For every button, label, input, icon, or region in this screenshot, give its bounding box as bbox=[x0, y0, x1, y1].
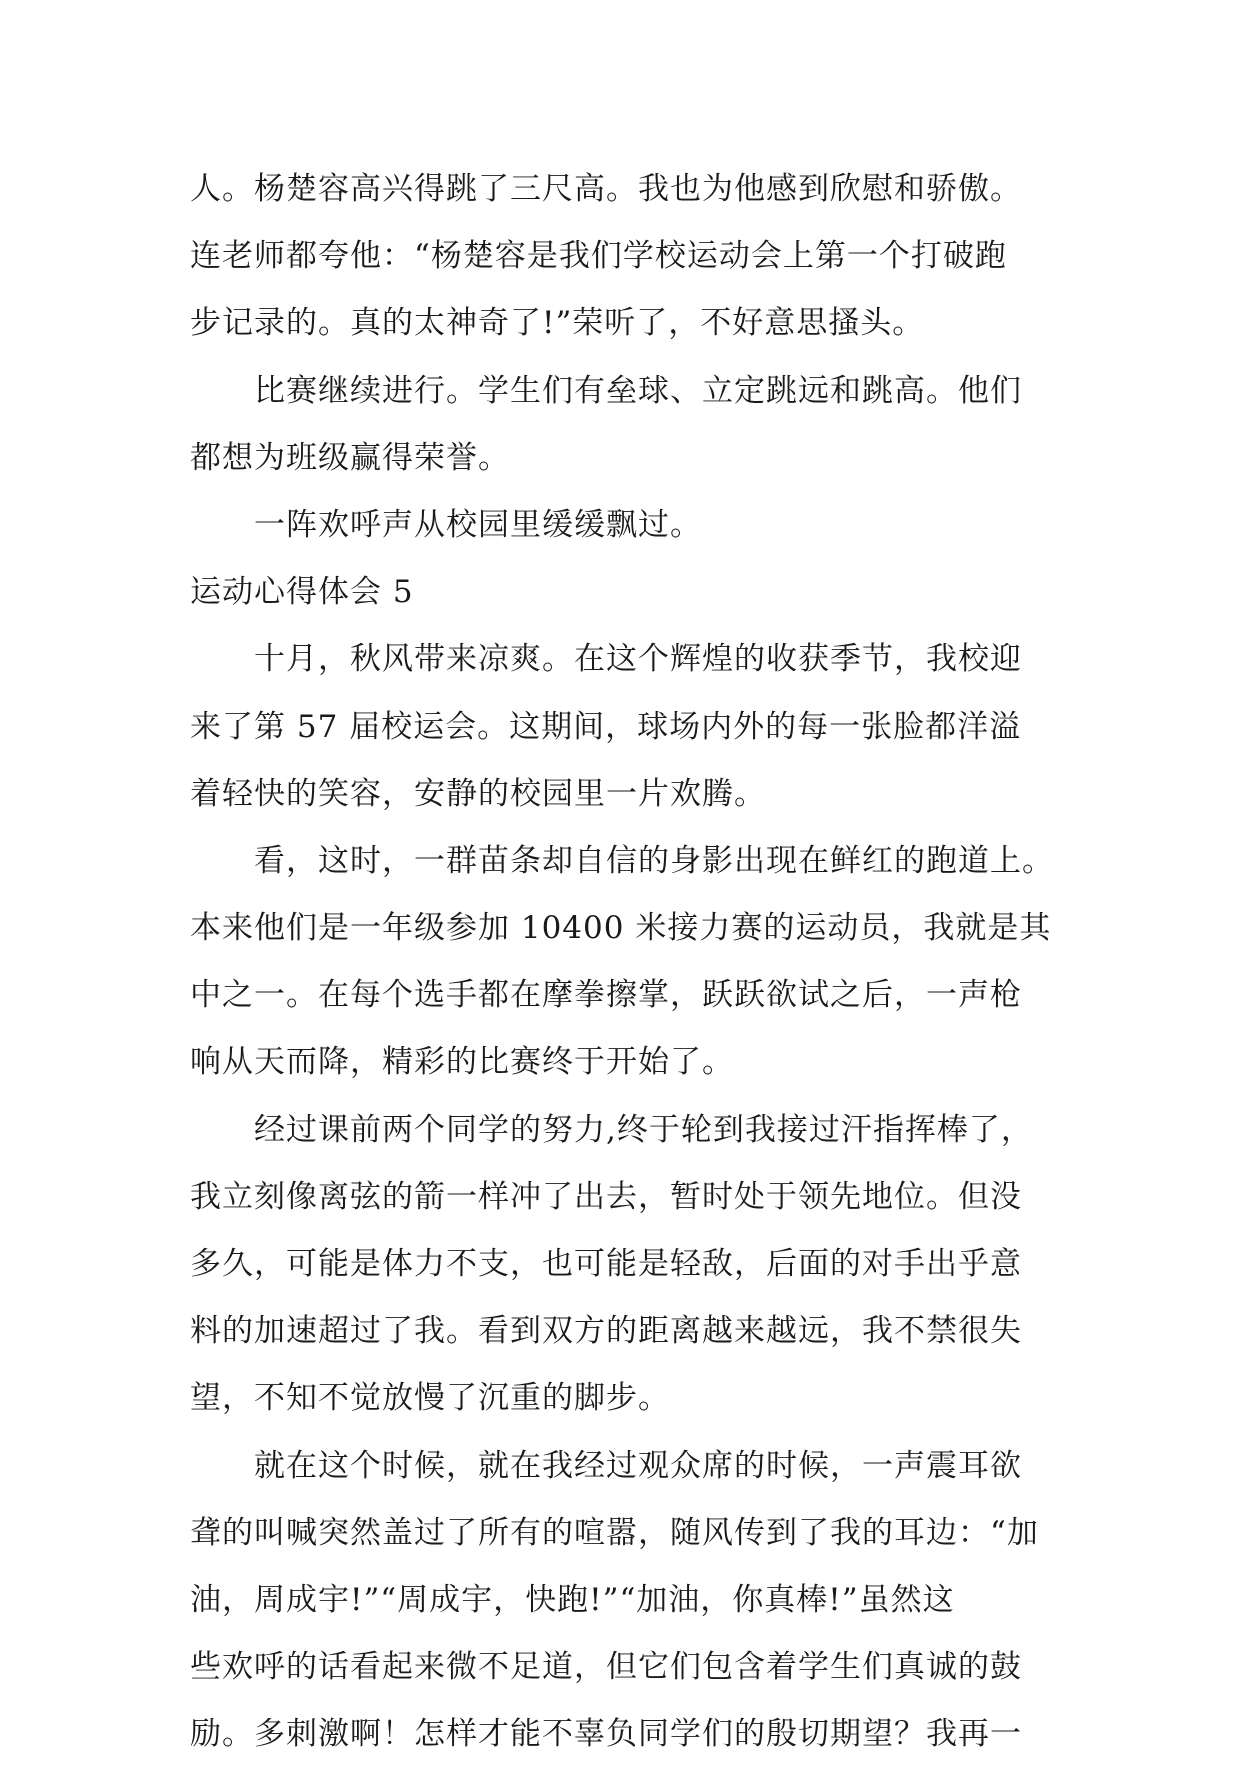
paragraph-start-line: 十月，秋风带来凉爽。在这个辉煌的收获季节，我校迎 bbox=[254, 641, 1022, 678]
text-line: 都想为班级赢得荣誉。 bbox=[190, 439, 510, 476]
text-line: 多久，可能是体力不支，也可能是轻敌，后面的对手出乎意 bbox=[190, 1246, 1022, 1282]
text-line: 中之一。在每个选手都在摩拳擦掌，跃跃欲试之后，一声枪 bbox=[190, 977, 1022, 1014]
document-body bbox=[190, 156, 1070, 1769]
text-line: 来了第 57 届校运会。这期间，球场内外的每一张脸都洋溢 bbox=[190, 708, 1022, 745]
text-line: 响从天而降，精彩的比赛终于开始了。 bbox=[190, 1044, 734, 1081]
text-line: 望，不知不觉放慢了沉重的脚步。 bbox=[190, 1380, 670, 1417]
text-line: 连老师都夸他：“杨楚容是我们学校运动会上第一个打破跑 bbox=[190, 238, 1007, 275]
paragraph-start-line: 看，这时，一群苗条却自信的身影出现在鲜红的跑道上。 bbox=[254, 842, 1054, 879]
text-line: 聋的叫喊突然盖过了所有的喧嚣，随风传到了我的耳边：“加 bbox=[190, 1514, 1039, 1551]
text-line: 着轻快的笑容，安静的校园里一片欢腾。 bbox=[190, 775, 766, 812]
paragraph-start-line: 就在这个时候，就在我经过观众席的时候，一声震耳欲 bbox=[254, 1447, 1022, 1484]
text-line: 励。多刺激啊！怎样才能不辜负同学们的殷切期望？我再一 bbox=[190, 1716, 1022, 1753]
text-line: 油，周成宇!”“周成宇，快跑!”“加油，你真棒!”虽然这 bbox=[190, 1581, 955, 1618]
text-line: 我立刻像离弦的箭一样冲了出去，暂时处于领先地位。但没 bbox=[190, 1178, 1022, 1215]
text-line: 人。杨楚容高兴得跳了三尺高。我也为他感到欣慰和骄傲。 bbox=[190, 171, 1022, 207]
section-heading: 运动心得体会 5 bbox=[190, 574, 414, 611]
paragraph-start-line: 经过课前两个同学的努力,终于轮到我接过汗指挥棒了， bbox=[254, 1111, 1033, 1148]
paragraph-start-line: 一阵欢呼声从校园里缓缓飘过。 bbox=[254, 506, 702, 543]
text-line: 步记录的。真的太神奇了!”荣听了，不好意思搔头。 bbox=[190, 305, 925, 342]
paragraph-start-line: 比赛继续进行。学生们有垒球、立定跳远和跳高。他们 bbox=[254, 372, 1022, 409]
text-line: 料的加速超过了我。看到双方的距离越来越远，我不禁很失 bbox=[190, 1313, 1022, 1350]
text-line: 些欢呼的话看起来微不足道，但它们包含着学生们真诚的鼓 bbox=[190, 1649, 1022, 1686]
text-line: 本来他们是一年级参加 10400 米接力赛的运动员，我就是其 bbox=[190, 910, 1052, 947]
